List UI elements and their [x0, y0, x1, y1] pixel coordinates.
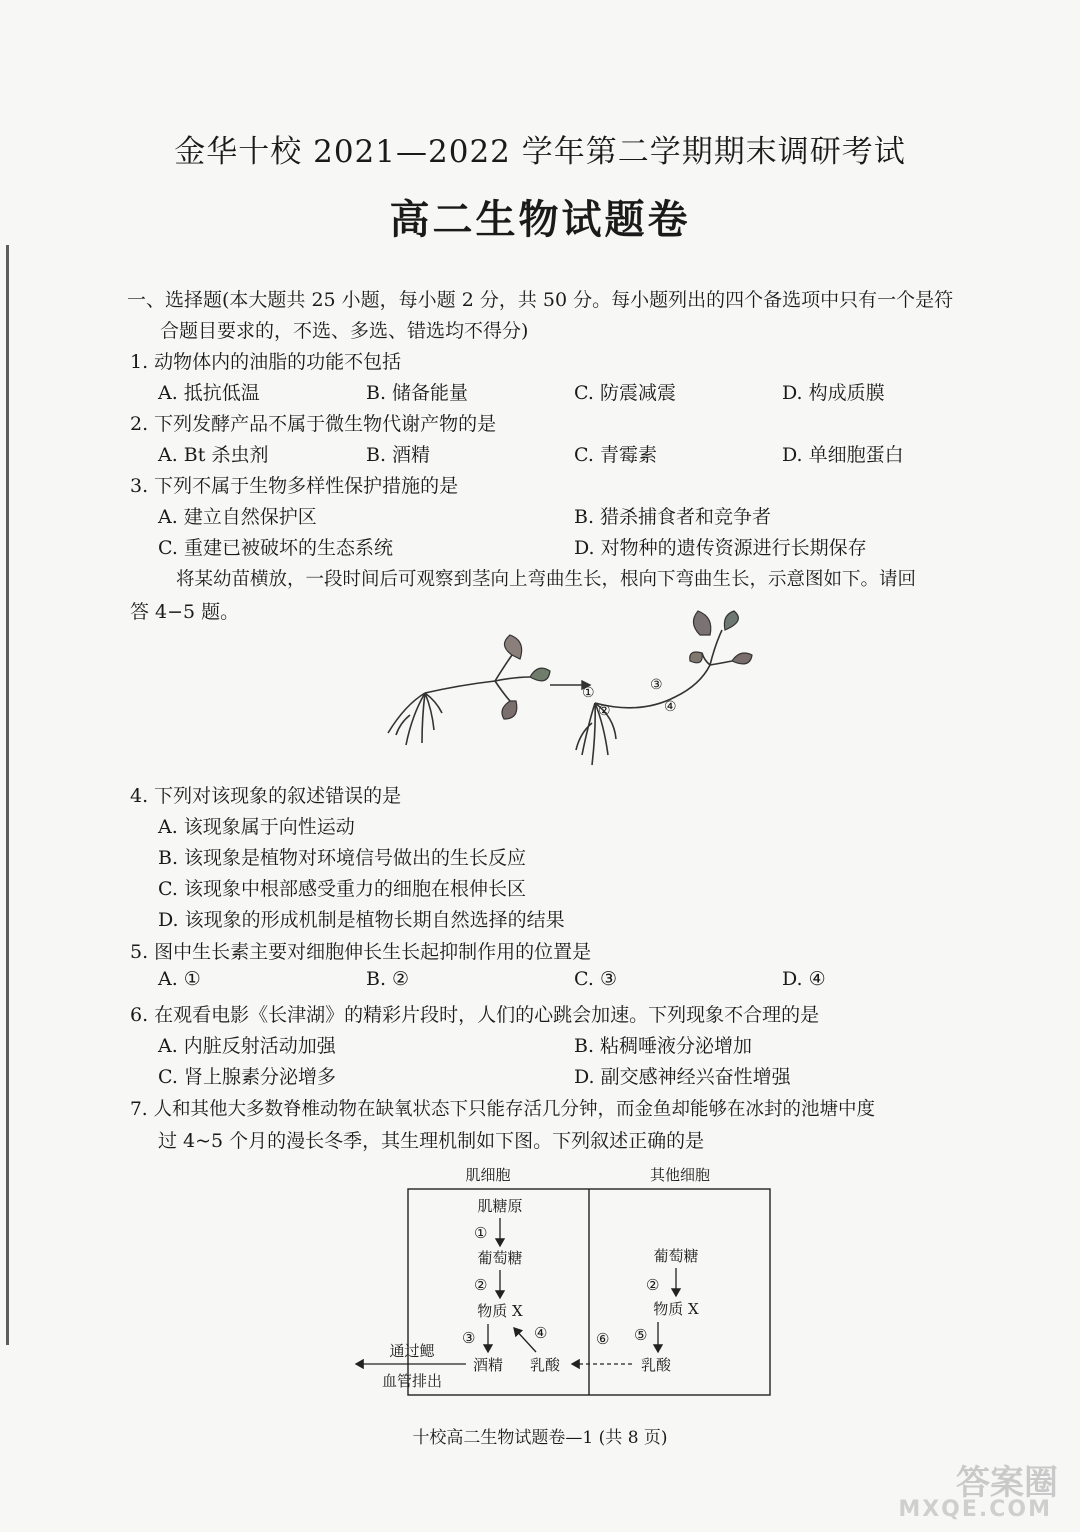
scan-edge-line	[6, 245, 9, 1345]
q4-stem: 4. 下列对该现象的叙述错误的是	[130, 785, 402, 807]
q5-stem: 5. 图中生长素主要对细胞伸长生长起抑制作用的位置是	[130, 941, 592, 963]
step-2-other: ②	[646, 1276, 660, 1294]
q4-option-a: A. 该现象属于向性运动	[158, 816, 355, 838]
q5-option-d: D. ④	[782, 968, 826, 990]
goldfish-metabolism-diagram	[340, 1158, 780, 1398]
node-glycogen: 肌糖原	[477, 1197, 523, 1215]
bent-seedling	[576, 630, 732, 765]
q1-option-a: A. 抵抗低温	[158, 382, 260, 404]
node-lactic-acid-other: 乳酸	[640, 1356, 672, 1374]
q3-option-b: B. 猎杀捕食者和竞争者	[574, 506, 772, 528]
q3-option-a: A. 建立自然保护区	[158, 506, 317, 528]
section-instructions-line1: 一、选择题(本大题共 25 小题，每小题 2 分，共 50 分。每小题列出的四个备选项中只有一个是符	[127, 289, 954, 311]
page-footer: 十校高二生物试题卷—1 (共 8 页)	[412, 1428, 668, 1448]
q1-option-b: B. 储备能量	[366, 382, 469, 404]
label-2: ②	[598, 703, 611, 719]
q3-option-c: C. 重建已被破坏的生态系统	[158, 537, 393, 559]
seedling-leaves-right	[690, 611, 752, 664]
watermark-logo: 答案圈	[956, 1463, 1058, 1503]
node-ethanol: 酒精	[472, 1356, 504, 1374]
q6-option-c: C. 肾上腺素分泌增多	[158, 1066, 336, 1088]
excretion-label-2: 血管排出	[381, 1372, 443, 1390]
q4-option-d: D. 该现象的形成机制是植物长期自然选择的结果	[158, 909, 565, 931]
q4-option-b: B. 该现象是植物对环境信号做出的生长反应	[158, 847, 527, 869]
q6-stem: 6. 在观看电影《长津湖》的精彩片段时，人们的心跳会加速。下列现象不合理的是	[130, 1004, 820, 1026]
step-1: ①	[474, 1224, 488, 1242]
q1-stem: 1. 动物体内的油脂的功能不包括	[130, 351, 402, 373]
q7-stem-line1: 7. 人和其他大多数脊椎动物在缺氧状态下只能存活几分钟，而金鱼却能够在冰封的池塘中度	[130, 1099, 876, 1120]
excretion-label-1: 通过鳃	[389, 1342, 435, 1360]
paper-title: 高二生物试题卷	[389, 196, 691, 243]
q3-option-d: D. 对物种的遗传资源进行长期保存	[574, 537, 867, 559]
exam-title: 金华十校 2021—2022 学年第二学期期末调研考试	[174, 134, 906, 170]
q6-option-a: A. 内脏反射活动加强	[158, 1035, 336, 1057]
q2-option-d: D. 单细胞蛋白	[782, 444, 904, 466]
label-1: ①	[582, 685, 595, 701]
q2-option-a: A. Bt 杀虫剂	[158, 444, 269, 466]
col-muscle-cell: 肌细胞	[465, 1166, 511, 1184]
q7-stem-line2: 过 4~5 个月的漫长冬季，其生理机制如下图。下列叙述正确的是	[158, 1130, 705, 1152]
q2-option-c: C. 青霉素	[574, 444, 657, 466]
step-2: ②	[474, 1276, 488, 1294]
q6-option-d: D. 副交感神经兴奋性增强	[574, 1066, 791, 1088]
step-3: ③	[462, 1329, 476, 1347]
step-5: ⑤	[634, 1326, 648, 1344]
q5-option-a: A. ①	[158, 968, 201, 990]
passage-4-5-line2: 答 4−5 题。	[130, 601, 240, 623]
label-3: ③	[650, 677, 663, 693]
q2-option-b: B. 酒精	[366, 444, 431, 466]
node-glucose-other: 葡萄糖	[653, 1247, 699, 1265]
step-6: ⑥	[596, 1330, 610, 1348]
watermark-url: MXQE.COM	[898, 1497, 1052, 1522]
horizontal-seedling	[388, 655, 530, 745]
section-instructions-line2: 合题目要求的，不选、多选、错选均不得分)	[160, 320, 529, 342]
step-4: ④	[534, 1324, 548, 1342]
node-lactic-acid: 乳酸	[529, 1356, 561, 1374]
label-4: ④	[664, 699, 677, 715]
q4-option-c: C. 该现象中根部感受重力的细胞在根伸长区	[158, 878, 526, 900]
q3-stem: 3. 下列不属于生物多样性保护措施的是	[130, 475, 459, 497]
node-substance-x-other: 物质 X	[653, 1300, 699, 1318]
passage-4-5-line1: 将某幼苗横放，一段时间后可观察到茎向上弯曲生长，根向下弯曲生长，示意图如下。请回	[176, 569, 917, 590]
q5-option-c: C. ③	[574, 968, 617, 990]
node-glucose: 葡萄糖	[477, 1249, 523, 1267]
q5-option-b: B. ②	[366, 968, 410, 990]
q1-option-d: D. 构成质膜	[782, 382, 885, 404]
col-other-cells: 其他细胞	[649, 1166, 711, 1184]
q2-stem: 2. 下列发酵产品不属于微生物代谢产物的是	[130, 413, 497, 435]
q6-option-b: B. 粘稠唾液分泌增加	[574, 1035, 753, 1057]
node-substance-x: 物质 X	[477, 1302, 523, 1320]
q1-option-c: C. 防震减震	[574, 382, 676, 404]
seedling-gravitropism-figure	[370, 605, 760, 780]
